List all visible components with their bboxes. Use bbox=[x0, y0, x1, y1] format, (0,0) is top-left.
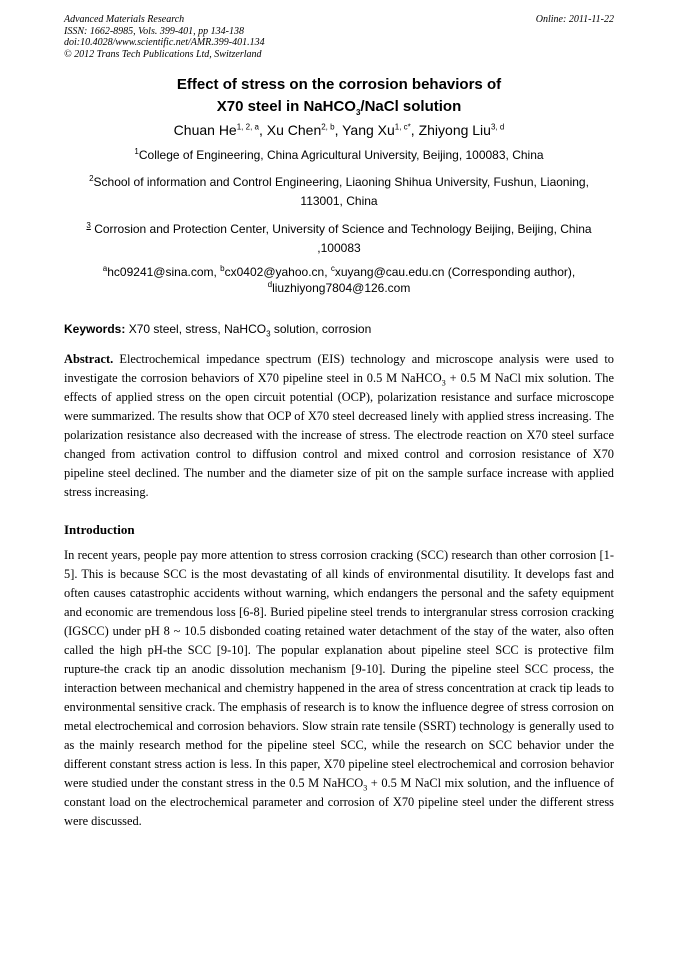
affiliation-text-cont: ,100083 bbox=[317, 241, 361, 255]
paper-title bbox=[64, 74, 614, 118]
issn-line: ISSN: 1662-8985, Vols. 399-401, pp 134-138 bbox=[64, 25, 244, 37]
author-affil-sup: 1, c* bbox=[394, 122, 411, 132]
author-name: Yang Xu bbox=[342, 122, 395, 138]
email-sup: a bbox=[102, 264, 108, 273]
author-name: Xu Chen bbox=[266, 122, 322, 138]
paper-page bbox=[64, 14, 614, 831]
email-link[interactable]: liuzhiyong7804@126.com bbox=[272, 281, 411, 295]
affiliation-sup: 2 bbox=[89, 174, 94, 183]
affiliation-1 bbox=[64, 146, 614, 165]
title-line-2-text: X70 steel in NaHCO bbox=[216, 98, 356, 115]
author-name: Chuan He bbox=[173, 122, 237, 138]
affiliation-text-cont: 113001, China bbox=[300, 194, 378, 208]
affiliation-sup: 3 bbox=[86, 221, 91, 230]
affiliation-2 bbox=[64, 173, 614, 211]
author-emails bbox=[64, 264, 614, 296]
section-heading-introduction: Introduction bbox=[64, 522, 135, 537]
affiliation-text: Corrosion and Protection Center, University of Science and Technology Beijing, Beijing, China bbox=[90, 222, 592, 236]
abstract-text-tail: + 0.5 M NaCl mix solution. The effects of applied stress on the open circuit potential (OCP), polarization resistance and surface microscope were summarized. The results show that OCP of X70 steel decreased linely with applied stress increasing. The polarization resistance also decreased with the increase of stress. The electrode reaction on X70 steel surface changed from activation control to diffusion control and mixed control and corrosion resistance of X70 pipeline steel declined. The number and the diameter size of pit on the sample surface increase with applied stress increasing. bbox=[64, 371, 614, 499]
affiliation-text: School of information and Control Engineering, Liaoning Shihua University, Fushun, Liaoning, bbox=[93, 175, 589, 189]
doi-line: doi:10.4028/www.scientific.net/AMR.399-401.134 bbox=[64, 37, 265, 48]
intro-subscript: 3 bbox=[363, 783, 368, 793]
keywords-label: Keywords: bbox=[64, 322, 126, 336]
abstract-subscript: 3 bbox=[441, 378, 446, 388]
author-affil-sup: 3, d bbox=[490, 122, 505, 132]
intro-text: In recent years, people pay more attention to stress corrosion cracking (SCC) research than other corrosion [1-5]. This is because SCC is the most devastating of all kinds of environmental disutility. It develops fast and often causes catastrophic accidents without warning, which endangers the personal and the safety equipment and economic are tremendous loss [6-8]. Buried pipeline steel trends to intergranular stress corrosion cracking (IGSCC) under pH 8 ~ 10.5 disbonded coating retained water detachment of the stay of the water, also often called the high pH-the SCC [9-10]. The popular explanation about pipeline steel SCC is protective film rupture-the crack tip an anodic dissolution mechanism [9-10]. During the pipeline steel SCC process, the interaction between mechanical and chemistry happened in the area of stress concentration at crack tip leads to environmental sensitive crack. The emphasis of research is to know the influence degree of stress corrosion on metal electrochemical and corrosion behaviors. Slow strain rate tensile (SSRT) technology is generally used to as the mainly research method for the pipeline steel SCC, while the research on SCC behavior under the different constant stress action is less. In this paper, X70 pipeline steel electrochemical and corrosion behavior were studied under the constant stress in the 0.5 M NaHCO bbox=[64, 548, 614, 790]
affiliation-sup: 1 bbox=[134, 147, 139, 156]
affiliation-text: College of Engineering, China Agricultural University, Beijing, 100083, China bbox=[138, 148, 544, 162]
keywords bbox=[64, 322, 614, 339]
introduction-paragraph bbox=[64, 546, 614, 831]
journal-name: Advanced Materials Research bbox=[64, 14, 185, 25]
email-link[interactable]: xuyang@cau.edu.cn (Corresponding author), bbox=[334, 265, 576, 279]
online-date: Online: 2011-11-22 bbox=[535, 14, 614, 25]
abstract-text: Electrochemical impedance spectrum (EIS) technology and microscope analysis were used to investigate the corrosion behaviors of X70 pipeline steel in 0.5 M NaHCO bbox=[64, 352, 614, 385]
email-link[interactable]: cx0402@yahoo.cn, bbox=[224, 265, 331, 279]
author-name: Zhiyong Liu bbox=[418, 122, 491, 138]
author-affil-sup: 2, b bbox=[321, 122, 335, 132]
email-sup: b bbox=[220, 264, 225, 273]
email-sup: c bbox=[330, 264, 335, 273]
intro-text-tail: + 0.5 M NaCl mix solution, and the influence of constant load on the electrochemical parameter and corrosion of X70 pipeline steel under the different stress were discussed. bbox=[64, 776, 614, 828]
author-list: Chuan He$^{1, 2, a}$, Xu Chen$^{2, b}$, Yang $Xu^{1, c*}$, Zhiyong Liu$^{3, d}$ bbox=[173, 122, 505, 138]
keywords-text-tail: solution, corrosion bbox=[270, 322, 372, 336]
title-line-2 bbox=[64, 96, 614, 118]
abstract-label: Abstract. bbox=[64, 352, 114, 366]
email-sup: d bbox=[267, 280, 273, 289]
copyright-line: © 2012 Trans Tech Publications Ltd, Switzerland bbox=[64, 48, 262, 60]
affiliation-3 bbox=[64, 220, 614, 258]
title-line-2-tail: /NaCl solution bbox=[360, 98, 462, 115]
title-subscript: 3 bbox=[355, 108, 361, 117]
title-line-1: Effect of stress on the corrosion behaviors of bbox=[176, 76, 502, 93]
email-link[interactable]: hc09241@sina.com, bbox=[107, 265, 221, 279]
abstract bbox=[64, 350, 614, 502]
keywords-subscript: 3 bbox=[266, 329, 271, 339]
keywords-text: X70 steel, stress, NaHCO bbox=[125, 322, 267, 336]
journal-header bbox=[64, 14, 614, 60]
author-affil-sup: 1, 2, a bbox=[236, 122, 259, 132]
